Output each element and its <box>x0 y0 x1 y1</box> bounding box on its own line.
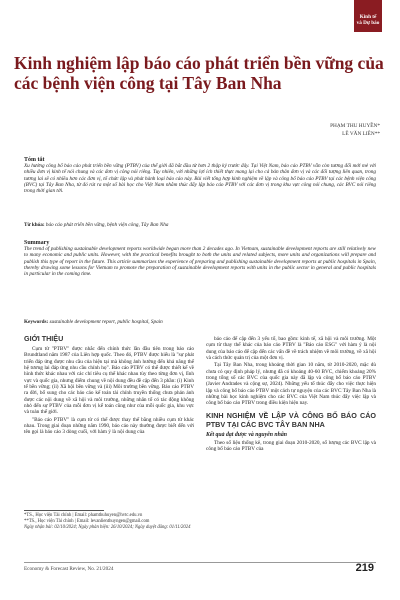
author-1: PHẠM THU HUYỀN* <box>330 123 380 129</box>
abstract-vi <box>24 157 376 194</box>
footnote-author-1: *TS., Học viện Tài chính | Email: phamthuhuyen@hvtc.edu.vn <box>24 513 143 518</box>
section-heading-experience: KINH NGHIỆM VỀ LẬP VÀ CÔNG BỐ BÁO CÁO PTBV TẠI CÁC BVC TÂY BAN NHA <box>206 410 376 429</box>
footnote-dates: Ngày nhận bài: 02/10/2024; Ngày phản biện: 26/10/2024; Ngày duyệt đăng: 01/11/2024 <box>24 525 191 530</box>
author-2: LÊ VĂN LIÊN** <box>342 131 380 137</box>
section-heading-intro: GIỚI THIỆU <box>24 334 64 343</box>
footnote-author-2: **TS., Học viện Tài chính | Email: levanlienthuyngen@gmail.com <box>24 519 150 524</box>
keywords-en-text: sustainable development report, public hospital, Spain <box>49 319 163 325</box>
subheading-results: Kết quả đạt được và nguyên nhân <box>206 431 287 438</box>
section-tag <box>354 0 382 32</box>
journal-name: Economy & Forecast Review, No. 21/2024 <box>24 566 114 572</box>
right-paragraph-1: báo cáo để cập đến 3 yếu tố, bao gồm: kinh tế, xã hội và môi trường. Một cụm từ thay thế khác của báo cáo PTBV là "Báo cáo ESG" với hàm ý là nội dung của báo cáo để cập đến các vấn đề về trách nhiệm về môi trường, về xã hội và cách thức quản trị của một đơn vị. <box>206 336 376 362</box>
author-list <box>330 122 380 138</box>
abstract-en-text: The trend of publishing sustainable development reports worldwide began more than 2 decades ago. In Vietnam, sustainable development reports are still relatively new to many economic and public units. However, with the practical benefits brought to both the units and related subjects, more units and organizations will prepare and publish this type of report in the future. This article summarizes the experience of preparing and publishing sustainable development reports at public hospitals in Spain, thereby drawing some lessons for Vietnam to promote the preparation of sustainable development reports with units in the public sector in general and public hospitals in particular in the coming time. <box>24 246 376 278</box>
right-paragraph-2: Tại Tây Ban Nha, trong khoảng thời gian 10 năm, từ 2010-2020, mặc dù chưa có quy định pháp lý, nhưng đã có khoảng 40-60 BVC, chiếm khoảng 20% trong tổng số các BVC của quốc gia này đã lập và công bố báo cáo PTBV (Javier Andrades và cộng sự, 2024). Những yếu tố thúc đẩy cho việc thực hiện lập và công bố báo cáo PTBV một cách tự nguyện của các BVC Tây Ban Nha là những bài học kinh nghiệm cho các BVC của Việt Nam thúc đẩy việc lập và công bố báo cáo PTBV trong điều kiện hiện nay. <box>206 362 376 407</box>
section-tag-line2: và Dự báo <box>356 20 380 26</box>
keywords-en-label: Keywords: <box>24 319 49 325</box>
page-number: 219 <box>355 562 374 574</box>
abstract-en-heading: Summary <box>24 240 50 246</box>
article-title: Kinh nghiệm lập báo cáo phát triển bền vững của các bệnh viện công tại Tây Ban Nha <box>14 53 384 93</box>
left-column <box>24 334 194 437</box>
footer-divider <box>24 562 376 563</box>
abstract-vi-heading: Tóm tắt <box>24 157 45 163</box>
intro-paragraph-2: "Báo cáo PTBV" là cụm từ có thể được thay thế bằng nhiều cụm từ khác nhau. Trong giai đoạn những năm 1990, báo cáo này thường được biết đến với tên gọi là báo cáo 3 dòng cuối, với hàm ý là nội dung của <box>24 416 194 436</box>
section-tag-line1: Kinh tế <box>359 14 377 20</box>
keywords-vi <box>24 222 376 228</box>
intro-paragraph-1: Cụm từ "PTBV" được nhắc đến chính thức lần đầu tiên trong báo cáo Brundtland năm 1987 của Liên hợp quốc. Theo đó, PTBV được hiểu là "sự phát triển đáp ứng được nhu cầu của hiện tại mà không ảnh hưởng đến khả năng thế hệ tương lai đáp ứng nhu cầu chính họ". Báo cáo PTBV có thể được thiết kế về hình thức khác nhau với các chỉ tiêu cụ thể khác nhau tùy theo từng đơn vị, lĩnh vực và quốc gia, nhưng điểm chung về nội dung đều đề cập đến 3 phần: (i) Kinh tế bền vững; (ii) Xã hội bền vững và (iii) Môi trường bền vững. Báo cáo PTBV ra đời, bổ sung cho các báo cáo kế toán tài chính truyền thống chưa phản ánh được các nội dung về xã hội và môi trường, những nhân tố có tác động không nhỏ đến sự PTBV của mỗi đơn vị kể toán cũng như của mỗi quốc gia, khu vực và toàn thế giới. <box>24 346 194 416</box>
keywords-en <box>24 319 376 325</box>
right-paragraph-3: Theo số liệu thống kê, trong giai đoạn 2010-2020, số lượng các BVC lập và công bố báo cáo PTBV của <box>206 440 376 453</box>
right-column <box>206 336 376 454</box>
footnote-divider <box>24 510 104 511</box>
keywords-vi-label: Từ khóa: <box>24 222 45 228</box>
footnotes <box>24 513 196 531</box>
abstract-en <box>24 240 376 277</box>
abstract-vi-text: Xu hướng công bố báo cáo phát triển bền vững (PTBV) của thế giới đã bắt đầu từ hơn 2 thập kỷ trước đây. Tại Việt Nam, báo cáo PTBV vẫn còn tương đối mới mẻ với nhiều đơn vị kinh tế nói chung và các đơn vị công nói riêng. Tuy nhiên, với những lợi ích thiết thực mang lại cho cả bản thân đơn vị và các đối tượng liên quan, trong tương lai sẽ có nhiều hơn các đơn vị, tổ chức lập và phát hành loại báo cáo này. Bài viết tổng hợp kinh nghiệm về lập và công bố báo cáo PTBV tại các bệnh viện công (BVC) tại Tây Ban Nha, từ đó rút ra một số bài học cho Việt Nam nhằm thúc đẩy lập báo cáo PTBV với các đơn vị trong khu vực công nói chung, các BVC nói riêng trong thời gian tới. <box>24 163 376 195</box>
keywords-vi-text: báo cáo phát triển bền vững, bệnh viện công, Tây Ban Nha <box>45 222 169 228</box>
